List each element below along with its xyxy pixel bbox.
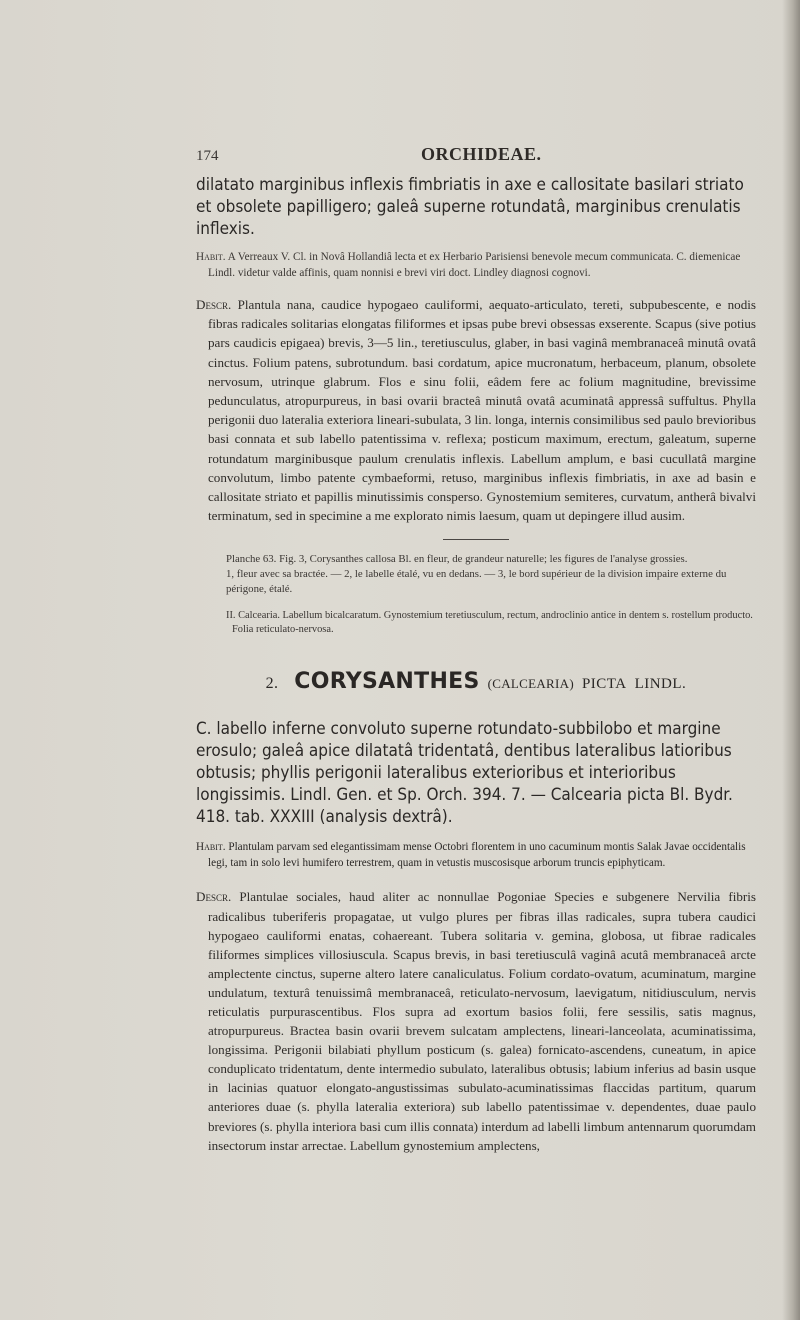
description-label: Descr. <box>196 889 232 905</box>
species-diagnosis: C. labello inferne convoluto superne rotundato-subbilobo et margine erosulo; galeâ apice dilatatâ tridentatâ, dentibus lateralibus latioribus obtusis; phyllis perigonii lateralibus exterioribus et interioribus longissimis. Lindl. Gen. et Sp. Orch. 394. 7. — Calcearia picta Bl. Bydr. 418. tab. XXXIII (analysis dextrâ). <box>196 719 733 828</box>
plate-caption-line-1: Planche 63. Fig. 3, Corysanthes callosa Bl. en fleur, de grandeur naturelle; les figures de l'analyse grossies. <box>226 553 688 566</box>
species-author: LINDL. <box>634 676 687 693</box>
page-header <box>196 140 756 174</box>
species-epithet: PICTA <box>581 676 627 693</box>
description-text: Plantula nana, caudice hypogaeo cauliformi, aequato-articulato, tereti, subpubescente, e nodis fibras radicales solitarias elongatas filiformes et ipsas pube brevi obsessas exserente. Scapus (sive potius pars caudicis epigaea) brevis, 3—5 lin., teretiusculus, glaber, in basi vaginâ membranaceâ minutâ ovatâ cinctus. Folium patens, subrotundum. basi cordatum, apice mucronatum, herbaceum, planum, obsolete nervosum, utrinque glabrum. Flos e sinu folii, eâdem fere ac folium magnitudine, brevissime pedunculatus, atropurpureus, in basi ovarii bracteâ minutâ ovatâ acuminatâ appressâ suffultus. Phylla perigonii duo lateralia exteriora lineari-subulata, 3 lin. longa, internis consimilibus sed paulo brevioribus basi connata et sub labello patentissima v. reflexa; posticum maximum, erectum, galeatum, superne rotundatum marginibusque paulum crenulatis inflexis. Labellum amplum, e basi cucullatâ margine convolutum, limbo patente cymbaeformi, retuso, marginibus inflexis fimbriatis, in axe ad basin e callositate striato et papillis minutissimis consperso. Gynostemium semiteres, curvatum, antherâ bivalvi terminatum, sed in specimine a me explorato nimis laesum, quam ut depingere illud ausim. <box>208 297 756 524</box>
plate-caption-line-2: 1, fleur avec sa bractée. — 2, le labelle étalé, vu en dedans. — 3, le bord supérieur de la division impaire externe du périgone, étalé. <box>226 568 727 596</box>
species-subgenus: (CALCEARIA) <box>487 676 574 692</box>
running-head: ORCHIDEAE. <box>421 144 542 164</box>
subgenus-note: II. Calcearia. Labellum bicalcaratum. Gynostemium teretiusculum, rectum, androclinio antice in dentem s. rostellum producto. Folia reticulato-nervosa. <box>226 610 753 636</box>
habitat-paragraph-1 <box>196 250 756 281</box>
continuation-diagnosis: dilatato marginibus inflexis fimbriatis in axe e callositate basilari striato et obsolete papilligero; galeâ superne rotundatâ, marginibus crenulatis inflexis. <box>196 175 744 239</box>
species-genus: CORYSANTHES <box>294 669 480 695</box>
description-text: Plantulae sociales, haud aliter ac nonnullae Pogoniae Species e subgenere Nervilia fibris radicalibus tuberiferis propagatae, ut vulgo plures per fibras illas radicales, supra tubera caudici hypogaeo cauliformi enatas, cohaereant. Tubera solitaria v. gemina, globosa, ut fibrae radicales filiformes simplices villosiuscula. Scapus brevis, in basi teretiusculâ vaginâ acutâ membranaceâ arcte amplectente cinctus, superne altero latere canaliculatus. Folium cordato-ovatum, acuminatum, margine undulatum, texturâ tenuissimâ membranaceâ, reticulato-nervosum, laevigatum, nitidiusculum, nervis reticulatis purpurascentibus. Flos supra ad exortum basios folii, fere sessilis, satis magnus, atropurpureus. Bractea basin ovarii brevem sulcatam amplectens, lineari-lanceolata, acuminatissima, longissima. Perigonii bilabiati phyllum posticum (s. galea) fornicato-ascendens, cuneatum, in apice conduplicato tridentatum, dente intermedio subulato, lateralibus obtusis; labium inferius ad basin usque in lacinias quatuor elongato-angustissimas subulato-acuminatissimas flaccidas partitum, quarum anteriores duae (s. phylla lateralia exteriora) sub labello patentissimae v. dependentes, duae paulo breviores (s. phylla interiora basi cum illis connata) interdum ad labelli limbum antennarum quorumdam insectorum instar arrectae. Labellum gynostemium amplectens, <box>208 889 757 1153</box>
species-heading <box>196 669 756 694</box>
habitat-text: Plantulam parvam sed elegantissimam mense Octobri florentem in uno cacuminum montis Salak Javae occidentalis legi, tam in solo levi humifero terrestrem, quam in vetustis muscosisque arborum truncis epiphyticam. <box>208 841 746 869</box>
description-paragraph-1 <box>196 295 756 525</box>
species-number: 2. <box>265 675 279 693</box>
page-content <box>196 140 756 1155</box>
habitat-text: A Verreaux V. Cl. in Novâ Hollandiâ lecta et ex Herbario Parisiensi benevole mecum communicata. C. diemenicae Lindl. videtur valde affinis, quam nonnisi e brevi viri doct. Lindley diagnosi cognovi. <box>208 251 741 279</box>
page-edge <box>782 0 800 1320</box>
habitat-label: Habit. <box>196 841 226 854</box>
plate-caption <box>226 552 756 597</box>
description-paragraph-2 <box>196 887 756 1154</box>
habitat-label: Habit. <box>196 251 226 263</box>
page-number: 174 <box>196 148 219 164</box>
section-divider <box>443 539 509 540</box>
habitat-paragraph-2 <box>196 840 756 871</box>
description-label: Descr. <box>196 297 232 312</box>
